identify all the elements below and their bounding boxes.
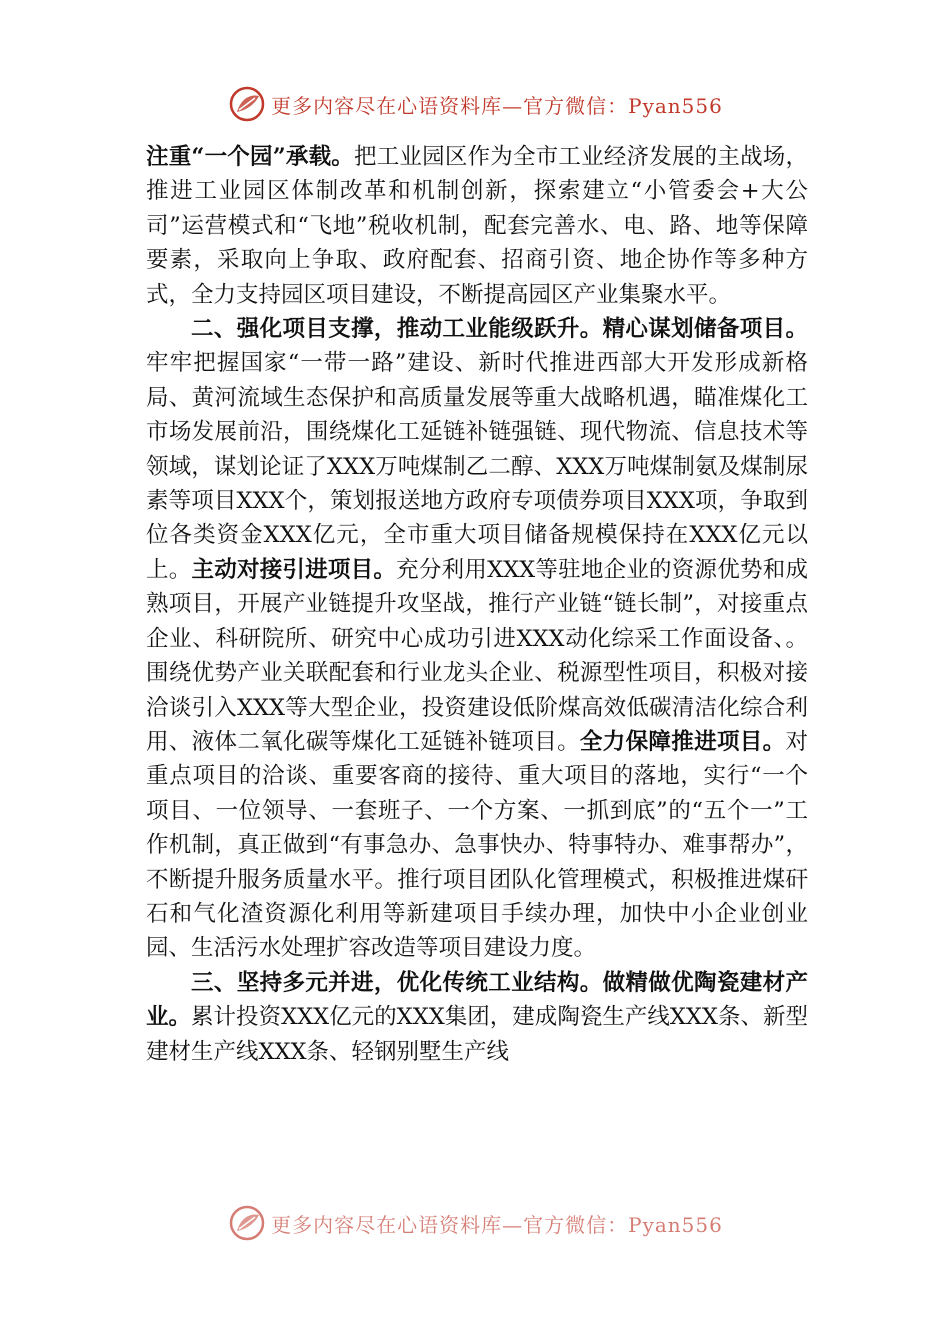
p2-bold-3: 全力保障推进项目。 bbox=[579, 728, 786, 755]
document-body bbox=[146, 140, 808, 1069]
footer-watermark bbox=[0, 1203, 950, 1243]
header-watermark bbox=[0, 84, 950, 124]
leaf-logo-icon bbox=[227, 84, 267, 124]
p3-text-1: 累计投资XXX亿元的XXX集团，建成陶瓷生产线XXX条、新型建材生产线XXX条、轻钢别墅生产线 bbox=[146, 1004, 808, 1065]
header-watermark-text: 更多内容尽在心语资料库—官方微信：Pyan556 bbox=[271, 93, 723, 118]
p3-heading: 三、坚持多元并进，优化传统工业结构。 bbox=[191, 969, 603, 996]
p2-text-2: 充分利用XXX等驻地企业的资源优势和成熟项目，开展产业链提升攻坚战，推行产业链“链长制”，对接重点企业、科研院所、研究中心成功引进XXX动化综采工作面设备、。围绕优势产业关联配套和行业龙头企业、税源型性项目，积极对接洽谈引入XXX等大型企业，投资建设低阶煤高效低碳清洁化综合利用、液体二氧化碳等煤化工延链补链项目。 bbox=[146, 556, 808, 755]
p2-text-3: 对重点项目的洽谈、重要客商的接待、重大项目的落地，实行“一个项目、一位领导、一套班子、一个方案、一抓到底”的“五个一”工作机制，真正做到“有事急办、急事快办、特事特办、难事帮办”，不断提升服务质量水平。推行项目团队化管理模式，积极推进煤矸石和气化渣资源化利用等新建项目手续办理，加快中小企业创业园、生活污水处理扩容改造等项目建设力度。 bbox=[146, 728, 808, 962]
p2-bold-1: 精心谋划储备项目。 bbox=[602, 316, 808, 343]
p1-bold: 注重“一个园”承载。 bbox=[146, 144, 354, 170]
paragraph-3 bbox=[146, 966, 808, 1069]
footer-watermark-text: 更多内容尽在心语资料库—官方微信：Pyan556 bbox=[271, 1212, 723, 1237]
p3-bold-1: 做精做优陶瓷建材产业。 bbox=[146, 969, 808, 1031]
paragraph-2 bbox=[146, 312, 808, 966]
p1-text: 把工业园区作为全市工业经济发展的主战场，推进工业园区体制改革和机制创新，探索建立“小管委会+大公司”运营模式和“飞地”税收机制，配套完善水、电、路、地等保障要素，采取向上争取、政府配套、招商引资、地企协作等多种方式，全力支持园区项目建设，不断提高园区产业集聚水平。 bbox=[146, 144, 808, 308]
p2-text-1: 牢牢把握国家“一带一路”建设、新时代推进西部大开发形成新格局、黄河流域生态保护和高质量发展等重大战略机遇，瞄准煤化工市场发展前沿，围绕煤化工延链补链强链、现代物流、信息技术等领域，谋划论证了XXX万吨煤制乙二醇、XXX万吨煤制氨及煤制尿素等项目XXX个，策划报送地方政府专项债券项目XXX项，争取到位各类资金XXX亿元，全市重大项目储备规模保持在XXX亿元以上。 bbox=[146, 350, 808, 583]
p2-heading: 二、强化项目支撑，推动工业能级跃升。 bbox=[191, 316, 603, 343]
leaf-logo-icon bbox=[227, 1203, 267, 1243]
p2-bold-2: 主动对接引进项目。 bbox=[191, 556, 397, 583]
paragraph-1 bbox=[146, 140, 808, 312]
